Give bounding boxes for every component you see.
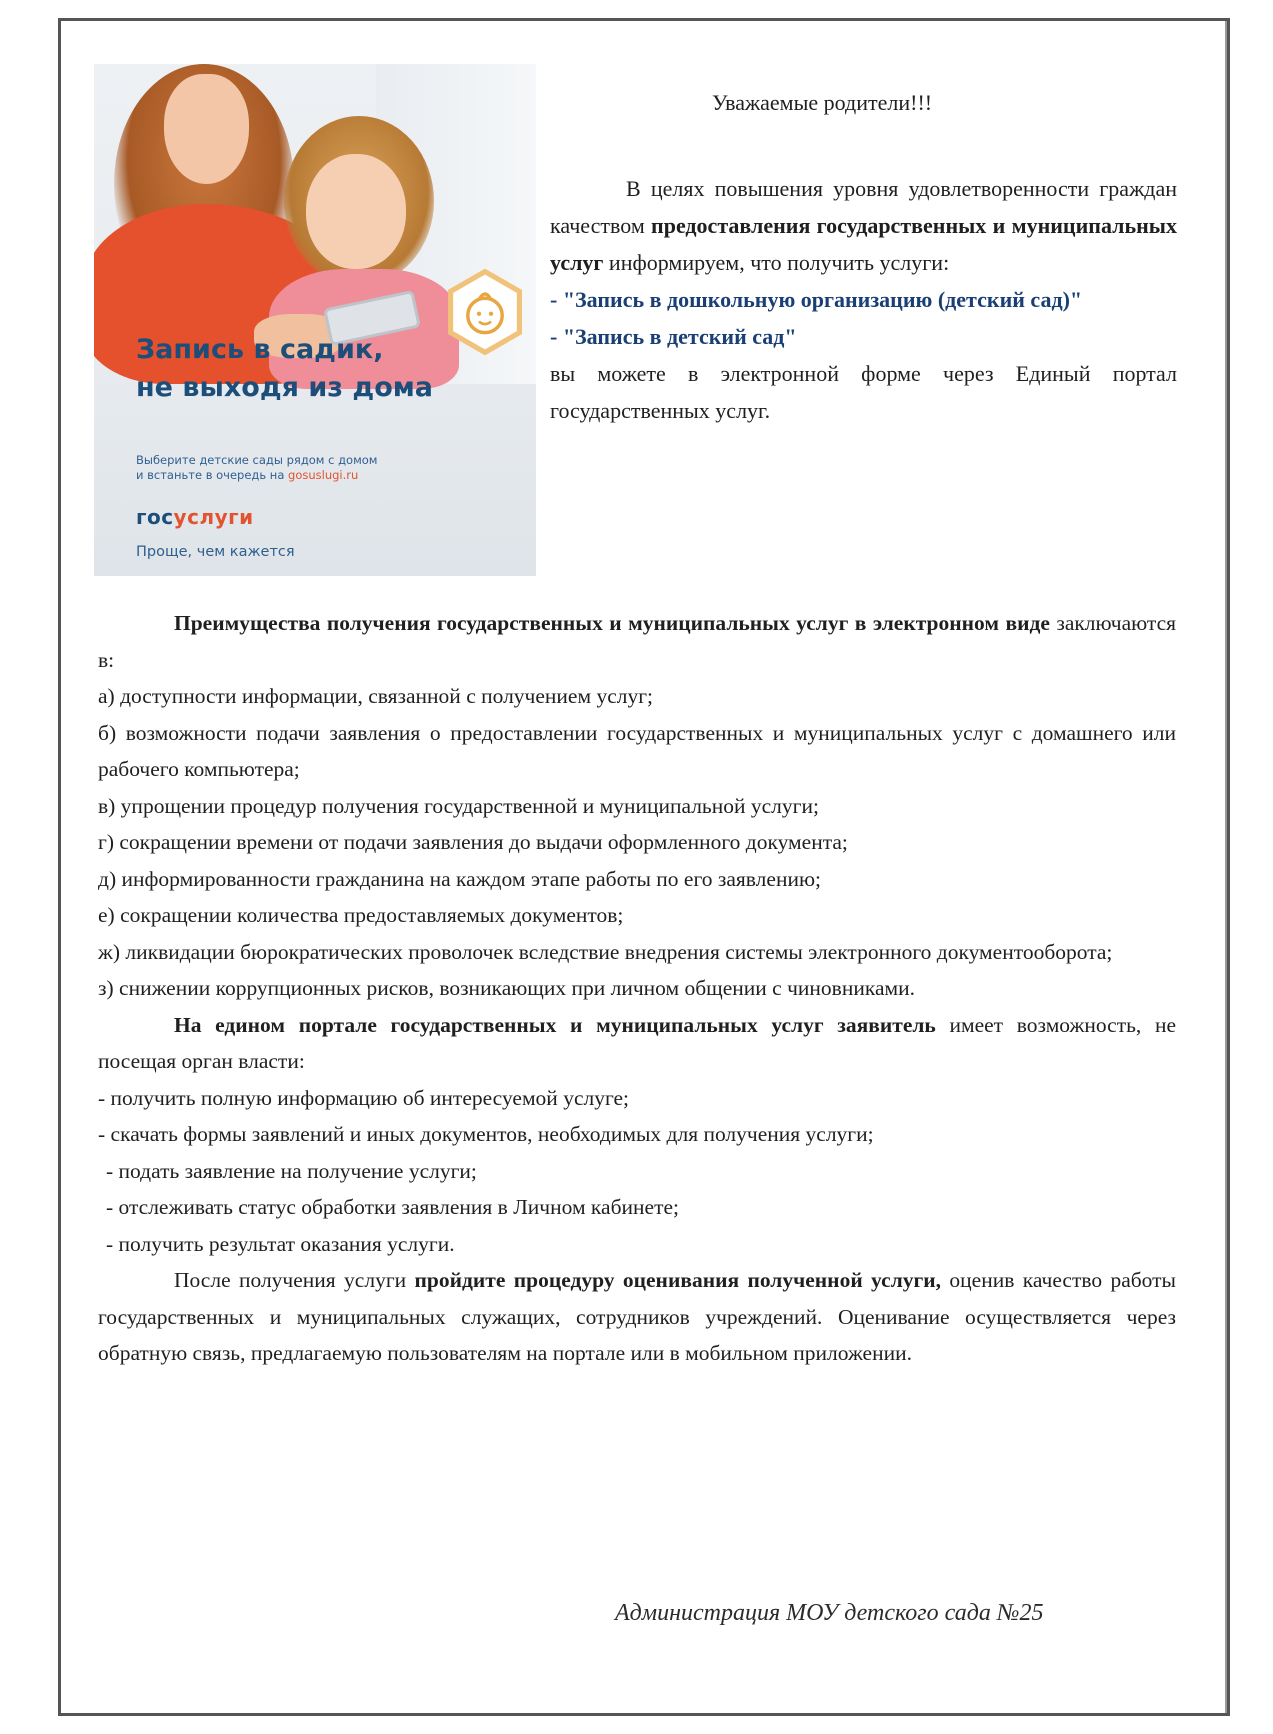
portal-item: - получить результат оказания услуги. [106, 1231, 455, 1256]
portal-heading [98, 1007, 1176, 1080]
intro-paragraph [550, 170, 1177, 281]
advantage-item: е) сокращении количества предоставляемых документов; [98, 903, 624, 927]
gosuslugi-banner [94, 64, 536, 576]
portal-item: - отслеживать статус обработки заявления в Личном кабинете; [106, 1195, 680, 1219]
banner-sub-prefix: и встаньте в очередь на [136, 468, 289, 482]
main-text [98, 605, 1176, 1372]
advantage-item: б) возможности подачи заявления о предоставлении государственных и муниципальных услуг с домашнего или рабочего компьютера; [98, 720, 1176, 781]
mother-face-shape [164, 74, 249, 184]
greeting-heading: Уважаемые родители!!! [712, 90, 933, 115]
gosuslugi-logo [136, 505, 254, 529]
banner-headline-line1: Запись в садик, [136, 334, 384, 365]
intro-text2: информируем, что получить услуги: [603, 250, 950, 275]
advantages-bold: Преимущества получения государственных и муниципальных услуг в электронном виде [174, 611, 1050, 635]
banner-headline-line2: не выходя из дома [136, 372, 434, 403]
portal-rest: имеет возможность, не посещая орган власти: [98, 1012, 1176, 1073]
service-item-1: - "Запись в дошкольную организацию (детский сад)" [550, 287, 1083, 312]
portal-item: - получить полную информацию об интересуемой услуге; [98, 1085, 630, 1110]
banner-sub-link: gosuslugi.ru [288, 468, 359, 482]
advantage-item: з) снижении коррупционных рисков, возникающих при личном общении с чиновниками. [98, 976, 915, 1000]
banner-sub-line2 [136, 468, 526, 483]
brand-accent: услуги [173, 505, 254, 529]
advantages-heading [98, 605, 1176, 678]
intro-text3: вы можете в электронной форме через Единый портал государственных услуг. [550, 361, 1177, 423]
advantages-rest: заключаются в: [98, 611, 1177, 672]
portal-bold: На едином портале государственных и муниципальных услуг заявитель [174, 1012, 936, 1037]
intro-bold: предоставления государственных и муниципальных услуг [550, 213, 1177, 275]
signature: Администрация МОУ детского сада №25 [615, 1600, 1044, 1626]
intro-block [550, 170, 1177, 429]
advantage-item: ж) ликвидации бюрократических проволочек вследствие внедрения системы электронного документооборота; [98, 939, 1113, 964]
portal-item: - скачать формы заявлений и иных документов, необходимых для получения услуги; [98, 1122, 874, 1146]
banner-slogan: Проще, чем кажется [136, 544, 295, 560]
closing-text1: После получения услуги [174, 1268, 415, 1292]
banner-sub-line1: Выберите детские сады рядом с домом [136, 453, 378, 467]
service-item-2: - "Запись в детский сад" [550, 324, 797, 349]
advantage-item: в) упрощении процедур получения государственной и муниципальной услуги; [98, 793, 819, 818]
intro-text1: В целях повышения уровня удовлетворенности граждан качеством [550, 176, 1177, 238]
closing-text2: оценив качество работы государственных и муниципальных служащих, сотрудников учреждений. Оценивание осуществляется через обратную связь, предлагаемую пользователям на портале или в мобильном приложении. [98, 1268, 1176, 1365]
child-face-shape [306, 154, 406, 269]
brand-prefix: гос [136, 505, 174, 529]
closing-paragraph [98, 1262, 1176, 1372]
closing-bold: пройдите процедуру оценивания полученной услуги, [414, 1268, 942, 1292]
banner-subtext [136, 453, 526, 483]
banner-headline [136, 331, 526, 407]
advantage-item: а) доступности информации, связанной с получением услуг; [98, 684, 654, 708]
portal-item: - подать заявление на получение услуги; [106, 1158, 477, 1183]
advantage-item: д) информированности гражданина на каждом этапе работы по его заявлению; [98, 866, 821, 891]
advantage-item: г) сокращении времени от подачи заявления до выдачи оформленного документа; [98, 830, 848, 854]
